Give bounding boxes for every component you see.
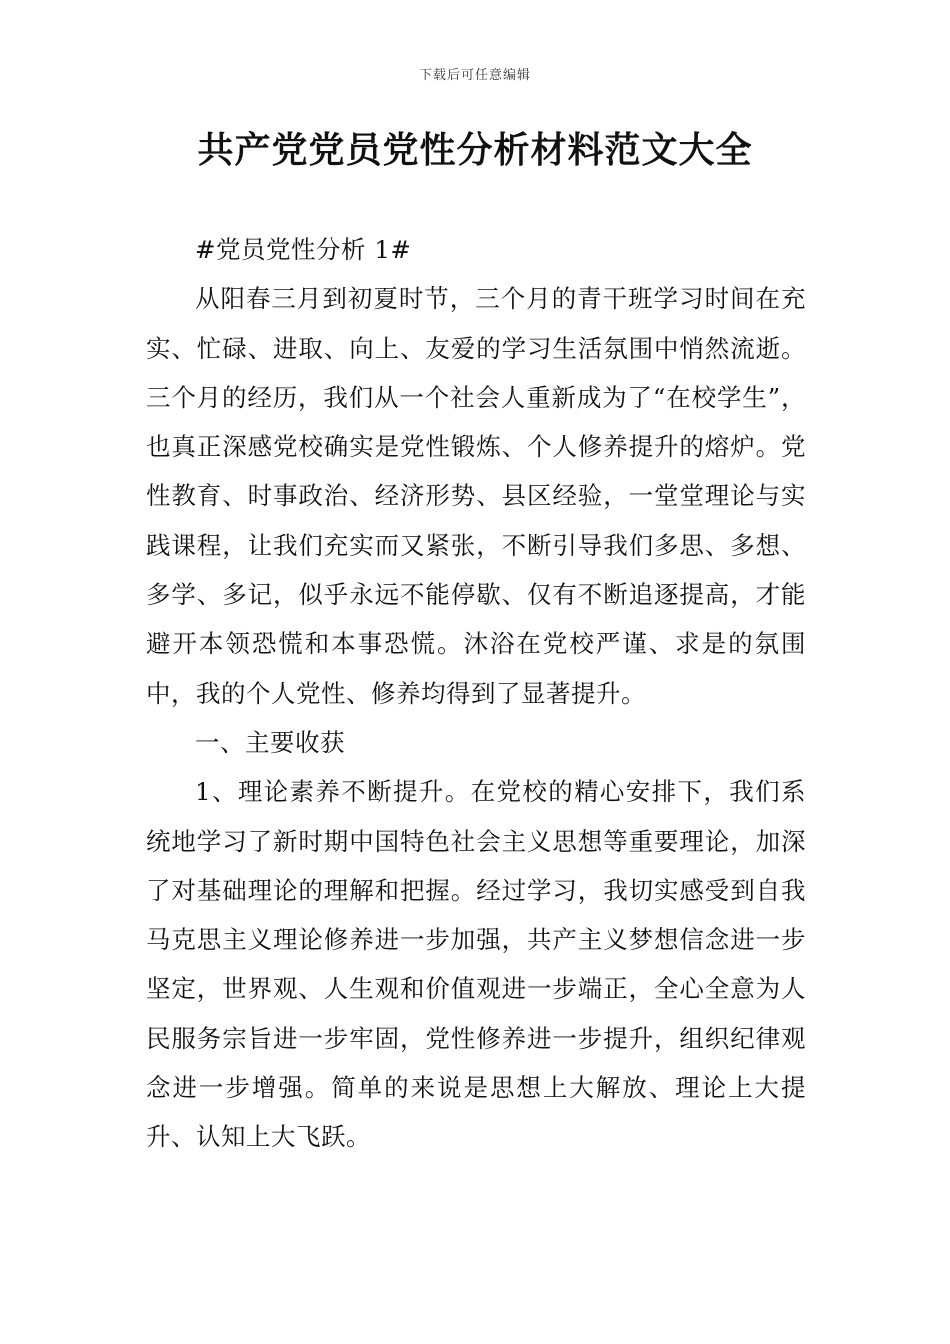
document-title: 共产党党员党性分析材料范文大全 (197, 130, 753, 171)
header-note: 下载后可任意编辑 (418, 68, 531, 83)
intro-paragraph: 从阳春三月到初夏时节，三个月的青干班学习时间在充实、忙碌、进取、向上、友爱的学习生活氛围中悄然流逝。三个月的经历，我们从一个社会人重新成为了“在校学生”，也真正深感党校确实是党性锻炼、个人修养提升的熔炉。党性教育、时事政治、经济形势、县区经验，一堂堂理论与实践课程，让我们充实而又紧张，不断引导我们多思、多想、多学、多记，似乎永远不能停歇、仅有不断追逐提高，才能避开本领恐慌和本事恐慌。沐浴在党校严谨、求是的氛围中，我的个人党性、修养均得到了显著提升。 (146, 284, 806, 708)
section-heading-main-gains: 一、主要收获 (195, 727, 345, 757)
section-heading-analysis-1: #党员党性分析 1# (195, 235, 412, 264)
document-body (146, 225, 806, 1162)
gain-paragraph-1: 1、理论素养不断提升。在党校的精心安排下，我们系统地学习了新时期中国特色社会主义思想等重要理论，加深了对基础理论的理解和把握。经过学习，我切实感受到自我马克思主义理论修养进一步加强，共产主义梦想信念进一步坚定，世界观、人生观和价值观进一步端正，全心全意为人民服务宗旨进一步牢固，党性修养进一步提升，组织纪律观念进一步增强。简单的来说是思想上大解放、理论上大提升、认知上大飞跃。 (146, 777, 806, 1152)
